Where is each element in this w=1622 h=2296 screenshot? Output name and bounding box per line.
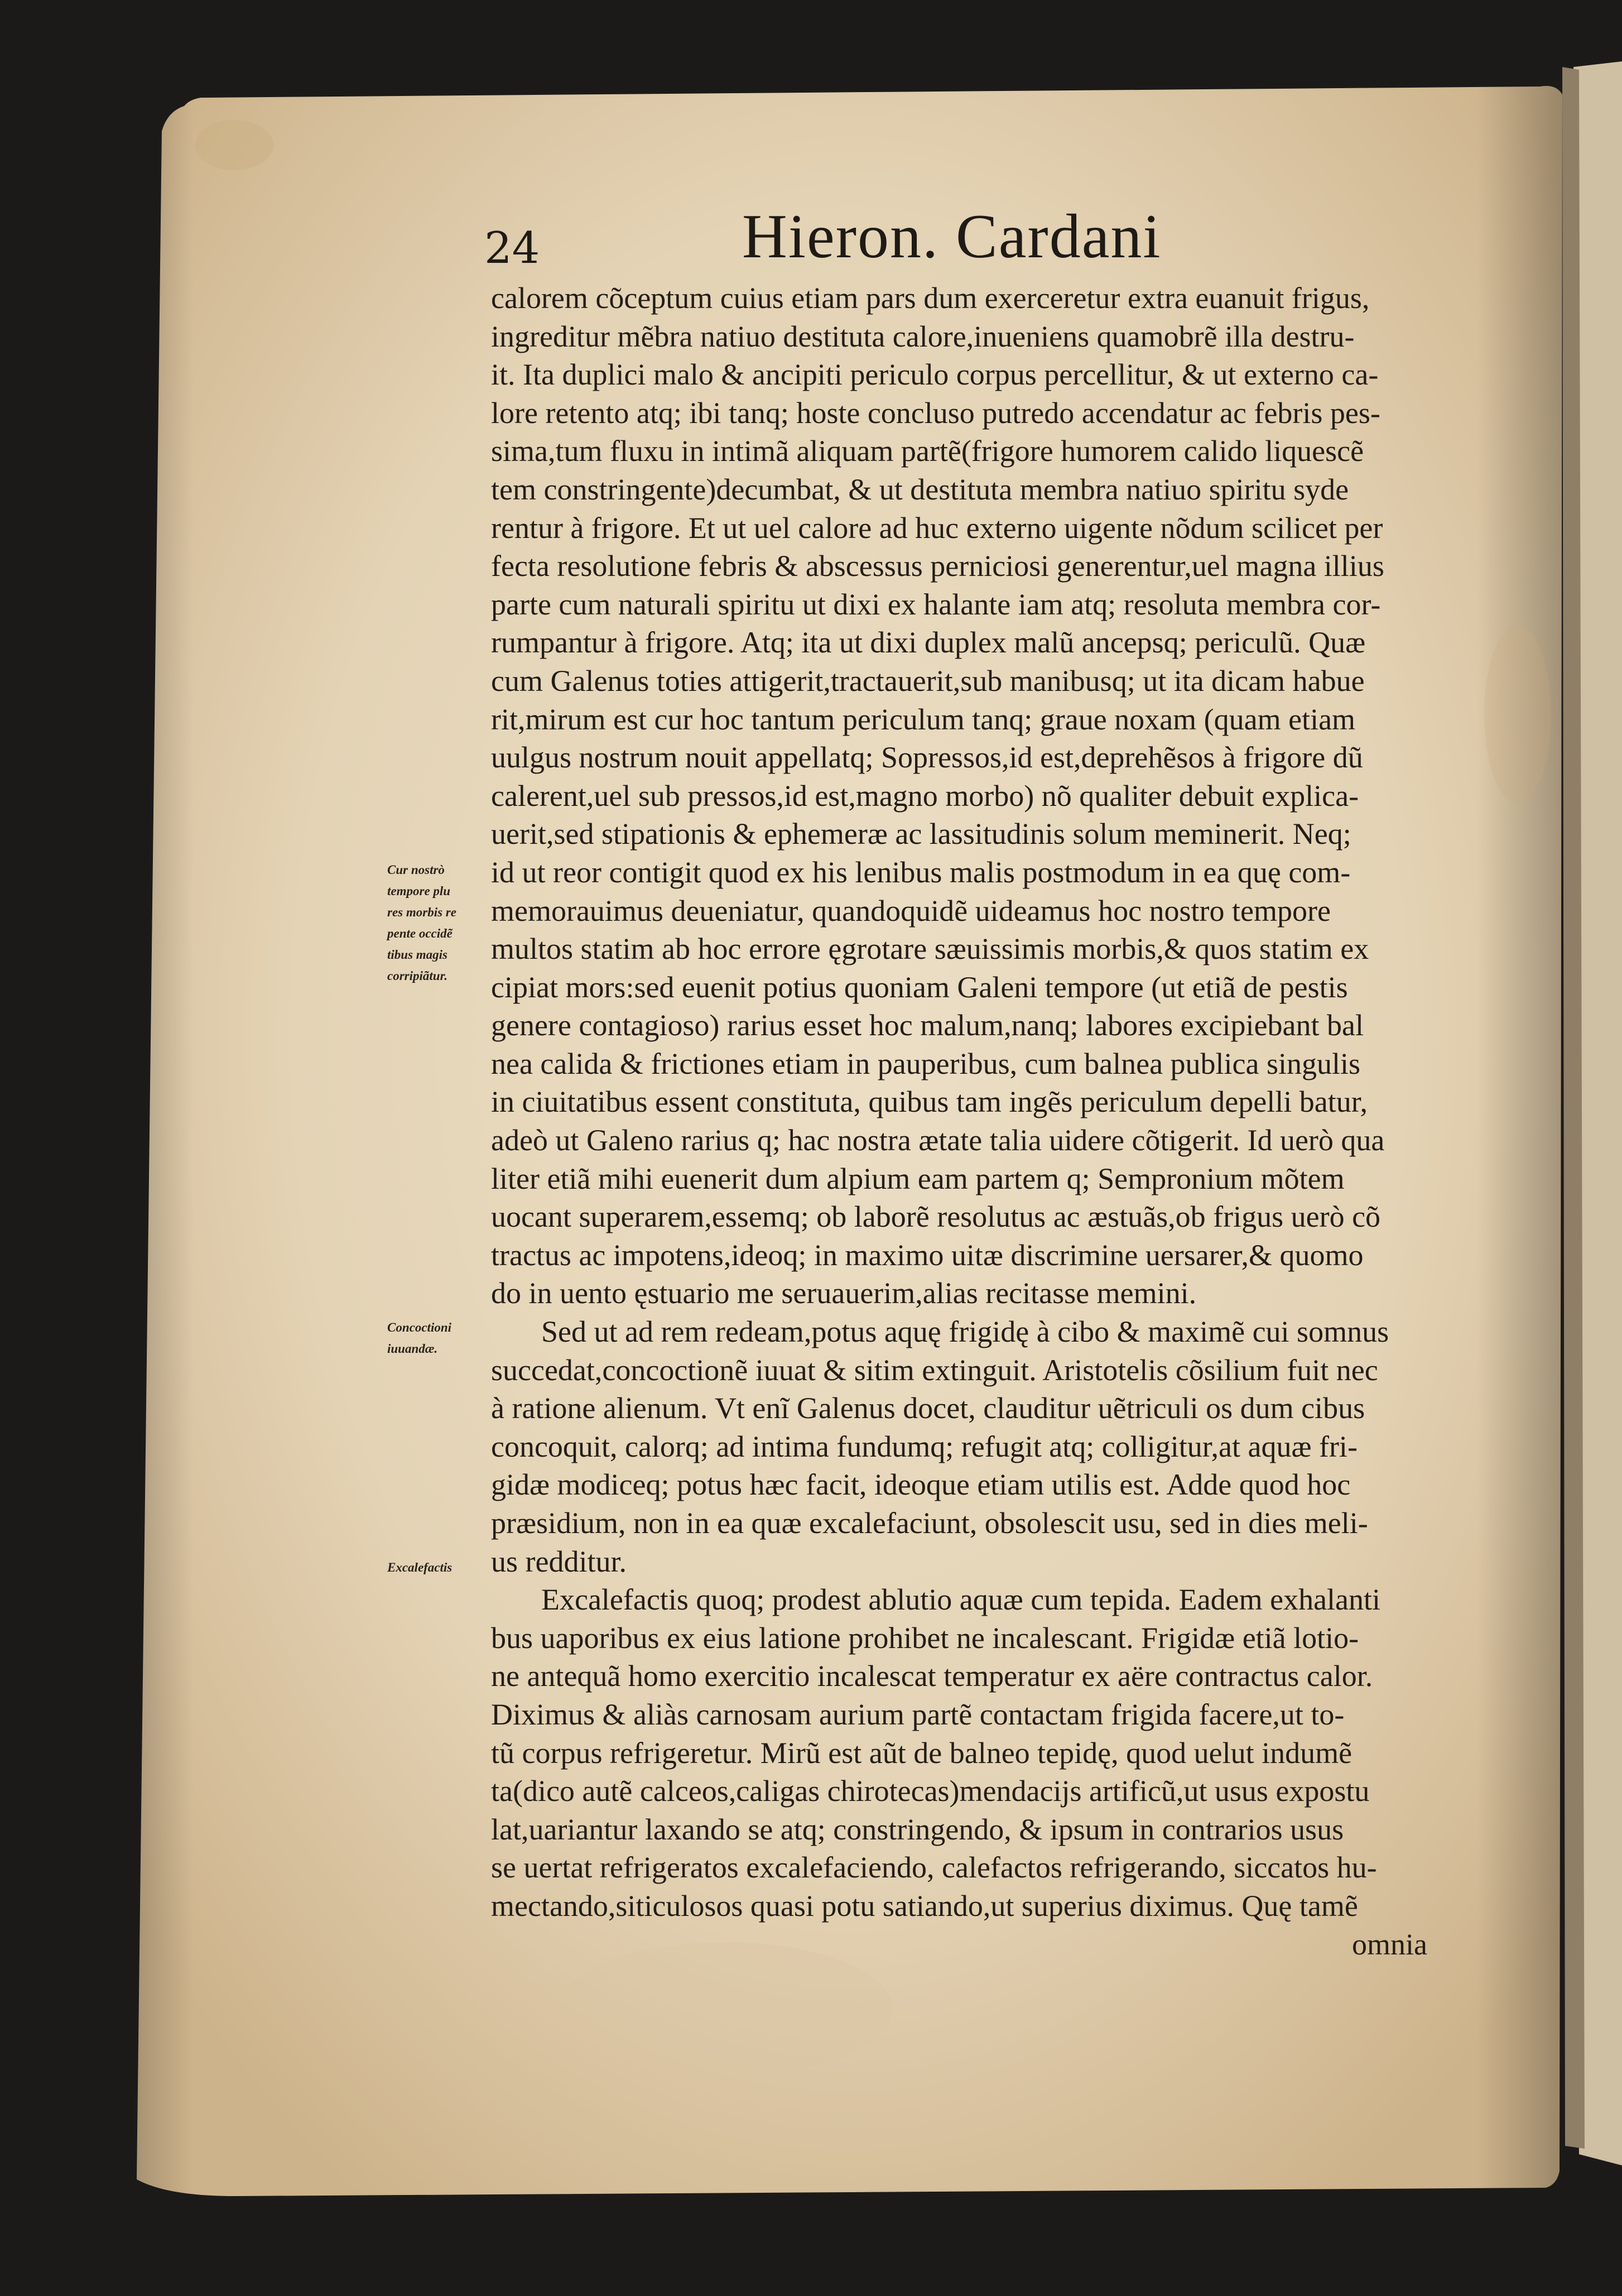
margin-note — [387, 859, 493, 987]
margin-note — [387, 1317, 493, 1360]
text-line: parte cum naturali spiritu ut dixi ex halante iam atq; resoluta membra cor- — [491, 587, 1381, 621]
text-line: tũ corpus refrigeretur. Mirũ est aũt de balneo tepidę, quod uelut indumẽ — [491, 1736, 1353, 1770]
body-text — [491, 279, 1434, 1963]
margin-note-line: Cur nostrò — [387, 863, 445, 877]
text-line: genere contagioso) rarius esset hoc malum,nanq; labores excipiebant bal — [491, 1008, 1364, 1043]
text-line: Excalefactis quoq; prodest ablutio aquæ cum tepida. Eadem exhalanti — [541, 1583, 1381, 1617]
text-line: ingreditur mẽbra natiuo destituta calore,inueniens quamobrẽ illa destru- — [491, 319, 1355, 353]
margin-note-line: Concoctioni — [387, 1320, 452, 1334]
margin-note-line: res morbis re — [387, 905, 456, 919]
text-line: concoquit, calorq; ad intima fundumq; refugit atq; colligitur,at aquæ fri- — [491, 1429, 1358, 1463]
text-line: à ratione alienum. Vt enĩ Galenus docet, clauditur uẽtriculi os dum cibus — [491, 1391, 1365, 1425]
text-line: rit,mirum est cur hoc tantum periculum tanq; graue noxam (quam etiam — [491, 702, 1356, 736]
text-line: uocant superarem,essemq; ob laborẽ resolutus ac æstuãs,ob frigus uerò cõ — [491, 1200, 1381, 1234]
text-line: gidæ modiceq; potus hæc facit, ideoque etiam utilis est. Adde quod hoc — [491, 1468, 1351, 1502]
text-line: præsidium, non in ea quæ excalefaciunt, obsolescit usu, sed in dies meli- — [491, 1506, 1368, 1540]
text-line: ta(dico autẽ calceos,caligas chirotecas)mendacijs artificũ,ut usus expostu — [491, 1774, 1370, 1808]
margin-note-line: tibus magis — [387, 948, 448, 962]
text-line: calorem cõceptum cuius etiam pars dum exerceretur extra euanuit frigus, — [491, 281, 1370, 315]
text-line: adeò ut Galeno rarius q; hac nostra ætate talia uidere cõtigerit. Id uerò qua — [491, 1123, 1385, 1157]
margin-note-line: pente occidẽ — [387, 926, 453, 940]
running-head: Hieron. Cardani — [742, 202, 1162, 271]
text-line: id ut reor contigit quod ex his lenibus malis postmodum in ea quę com- — [491, 855, 1351, 889]
text-line: rentur à frigore. Et ut uel calore ad huc externo uigente nõdum scilicet per — [491, 511, 1383, 545]
text-line: Sed ut ad rem redeam,potus aquę frigidę à cibo & maximẽ cui somnus — [541, 1315, 1389, 1349]
text-line: tem constringente)decumbat, & ut destituta membra natiuo spiritu syde — [491, 472, 1349, 506]
text-line: sima,tum fluxu in intimã aliquam partẽ(frigore humorem calido liquescẽ — [491, 434, 1364, 468]
text-line: calerent,uel sub pressos,id est,magno morbo) nõ qualiter debuit explica- — [491, 779, 1359, 813]
text-line: cipiat mors:sed euenit potius quoniam Galeni tempore (ut etiã de pestis — [491, 970, 1348, 1004]
text-line: rumpantur à frigore. Atq; ita ut dixi duplex malũ ancepsq; periculũ. Quæ — [491, 626, 1366, 660]
text-line: Diximus & aliàs carnosam aurium partẽ contactam frigida facere,ut to- — [491, 1697, 1345, 1731]
text-line: memorauimus deueniatur, quandoquidẽ uideamus hoc nostro tempore — [491, 894, 1331, 928]
margin-note-line: corripiãtur. — [387, 969, 448, 983]
stain — [195, 120, 273, 170]
margin-note-line: Excalefactis — [387, 1560, 453, 1574]
catchword: omnia — [1352, 1927, 1427, 1961]
text-line: it. Ita duplici malo & ancipiti periculo corpus percellitur, & ut externo ca- — [491, 358, 1379, 392]
text-line: lore retento atq; ibi tanq; hoste concluso putredo accendatur ac febris pes- — [491, 396, 1380, 430]
text-line: uerit,sed stipationis & ephemeræ ac lassitudinis solum meminerit. Neq; — [491, 817, 1351, 851]
margin-note-line: tempore plu — [387, 884, 451, 898]
text-line: in ciuitatibus essent constituta, quibus tam ingẽs periculum depelli batur, — [491, 1085, 1368, 1119]
text-line: se uertat refrigeratos excalefaciendo, calefactos refrigerando, siccatos hu- — [491, 1851, 1377, 1885]
text-line: bus uaporibus ex eius latione prohibet ne incalescant. Frigidæ etiã lotio- — [491, 1621, 1359, 1655]
text-line: do in uento ęstuario me seruauerim,alias recitasse memini. — [491, 1276, 1197, 1310]
text-line: us redditur. — [491, 1544, 627, 1578]
text-line: lat,uariantur laxando se atq; constringendo, & ipsum in contrarios usus — [491, 1812, 1344, 1846]
text-line: mectando,siticulosos quasi potu satiando,ut superius diximus. Quę tamẽ — [491, 1889, 1358, 1923]
folio-number: 24 — [484, 223, 540, 273]
text-line: fecta resolutione febris & abscessus perniciosi generentur,uel magna illius — [491, 549, 1384, 583]
margin-note-line: iuuandæ. — [387, 1342, 438, 1356]
text-line: ne antequã homo exercitio incalescat temperatur ex aëre contractus calor. — [491, 1659, 1373, 1693]
stain — [1484, 625, 1551, 804]
text-line: liter etiã mihi euenerit dum alpium eam partem q; Sempronium mõtem — [491, 1161, 1345, 1195]
margin-note — [387, 1557, 493, 1578]
text-line: tractus ac impotens,ideoq; in maximo uitæ discrimine uersarer,& quomo — [491, 1238, 1364, 1272]
text-line: multos statim ab hoc errore ęgrotare sæuissimis morbis,& quos statim ex — [491, 932, 1369, 966]
text-line: succedat,concoctionẽ iuuat & sitim extinguit. Aristotelis cõsilium fuit nec — [491, 1353, 1378, 1387]
text-line: uulgus nostrum nouit appellatq; Sopressos,id est,deprehẽsos à frigore dũ — [491, 741, 1363, 775]
text-line: cum Galenus toties attigerit,tractauerit,sub manibusq; ut ita dicam habue — [491, 664, 1365, 698]
text-line: nea calida & frictiones etiam in pauperibus, cum balnea publica singulis — [491, 1046, 1361, 1080]
